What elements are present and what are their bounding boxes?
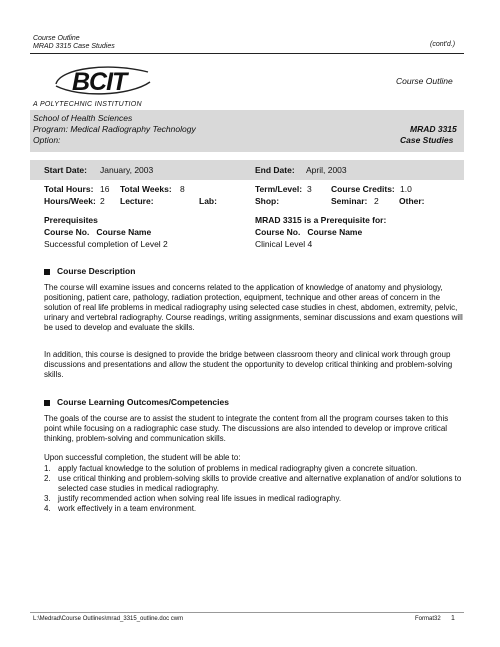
outcome-number: 2.: [44, 474, 51, 483]
footer-rule: [30, 612, 464, 613]
course-description-para2: In addition, this course is designed to provide the bridge between classroom theory and clinical work through group discussions and presentations and allow the student the opportunity to develop critical thinking and problem-solving skills.: [44, 350, 453, 379]
outcome-text: justify recommended action when solving real life issues in medical radiography.: [58, 494, 342, 503]
lecture-label: Lecture:: [120, 196, 154, 206]
prerequisites-value: Successful completion of Level 2: [44, 239, 168, 249]
footer-form: Format32: [415, 616, 441, 622]
prerequisites-heading: Prerequisites: [44, 215, 98, 225]
outcome-number: 4.: [44, 504, 51, 513]
total-hours-label: Total Hours:: [44, 184, 94, 194]
learning-outcomes-heading: [44, 397, 229, 408]
running-header-contd: (cont'd.): [430, 41, 456, 48]
running-header-title: Course Outline: [33, 35, 80, 42]
prerequisite-for-value: Clinical Level 4: [255, 239, 313, 249]
outcome-number: 3.: [44, 494, 51, 503]
total-weeks-label: Total Weeks:: [120, 184, 172, 194]
outcome-item: [44, 464, 462, 474]
header-rule: [30, 53, 464, 54]
bcit-logo: [50, 62, 160, 100]
total-hours-value: 16: [100, 184, 110, 194]
end-date-value: April, 2003: [306, 165, 347, 175]
outcome-text: work effectively in a team environment.: [58, 504, 197, 513]
prerequisites-col-headers: Course No. Course Name: [44, 227, 152, 237]
option-label: Option:: [33, 135, 61, 145]
course-code: MRAD 3315: [410, 124, 457, 134]
outcome-number: 1.: [44, 464, 51, 473]
total-weeks-value: 8: [180, 184, 185, 194]
end-date-label: End Date:: [255, 165, 295, 175]
section-bullet-icon: [44, 400, 50, 406]
outcome-text: apply factual knowledge to the solution of problems in medical radiography given a concrete situation.: [58, 464, 418, 473]
dates-bar: [30, 160, 464, 180]
running-header-course: MRAD 3315 Case Studies: [33, 43, 115, 50]
course-credits-value: 1.0: [400, 184, 412, 194]
course-credits-label: Course Credits:: [331, 184, 395, 194]
logo-tagline: A POLYTECHNIC INSTITUTION: [33, 101, 142, 108]
outcome-item: [44, 474, 462, 494]
seminar-value: 2: [374, 196, 379, 206]
learning-outcomes-intro: Upon successful completion, the student will be able to:: [44, 453, 241, 462]
footer-page-number: 1: [451, 615, 455, 622]
learning-outcomes-para1: The goals of the course are to assist the student to integrate the content from all the program courses taken to this point while focusing on a radiographic case study. The discussions are also intended to develop or improve critical thinking, problem-solving and communication skills.: [44, 414, 449, 443]
outcome-text: use critical thinking and problem-solving skills to provide creative and alternative explanation of and/or solutions to selected case studies in medical radiography.: [58, 474, 462, 493]
lab-label: Lab:: [199, 196, 217, 206]
prerequisite-for-heading: MRAD 3315 is a Prerequisite for:: [255, 215, 387, 225]
outcome-item: [44, 494, 462, 504]
bcit-logo-text: BCIT: [72, 68, 127, 96]
school-name: School of Health Sciences: [33, 113, 133, 123]
prerequisite-for-col-headers: Course No. Course Name: [255, 227, 363, 237]
other-label: Other:: [399, 196, 425, 206]
start-date-value: January, 2003: [100, 165, 154, 175]
term-level-label: Term/Level:: [255, 184, 303, 194]
course-title: Case Studies: [400, 135, 454, 145]
section-bullet-icon: [44, 269, 50, 275]
hours-week-value: 2: [100, 196, 105, 206]
hours-week-label: Hours/Week:: [44, 196, 96, 206]
outcome-item: [44, 504, 462, 514]
start-date-label: Start Date:: [44, 165, 87, 175]
document-title: Course Outline: [396, 76, 453, 86]
shop-label: Shop:: [255, 196, 280, 206]
course-description-heading: [44, 266, 135, 277]
program-name: Program: Medical Radiography Technology: [33, 124, 196, 134]
seminar-label: Seminar:: [331, 196, 368, 206]
course-description-heading-text: Course Description: [57, 266, 136, 276]
course-description-para1: The course will examine issues and concerns related to the application of knowledge of anatomy and physiology, positioning, patient care, pathology, radiation protection, equipment, technique and other areas of concern in the solution of real life problems in medical radiography using selected case studies in chest, abdomen, extremity, pelvic, urinary and vertebral radiography. Course readings, writing assignments, seminar discussions and exam questions will be used to develop and evaluate the skills.: [44, 283, 463, 332]
term-level-value: 3: [307, 184, 312, 194]
learning-outcomes-list: [44, 464, 462, 514]
footer-path: L:\Medrad\Course Outlines\mrad_3315_outline.doc cwm: [33, 616, 184, 622]
learning-outcomes-heading-text: Course Learning Outcomes/Competencies: [57, 397, 229, 407]
